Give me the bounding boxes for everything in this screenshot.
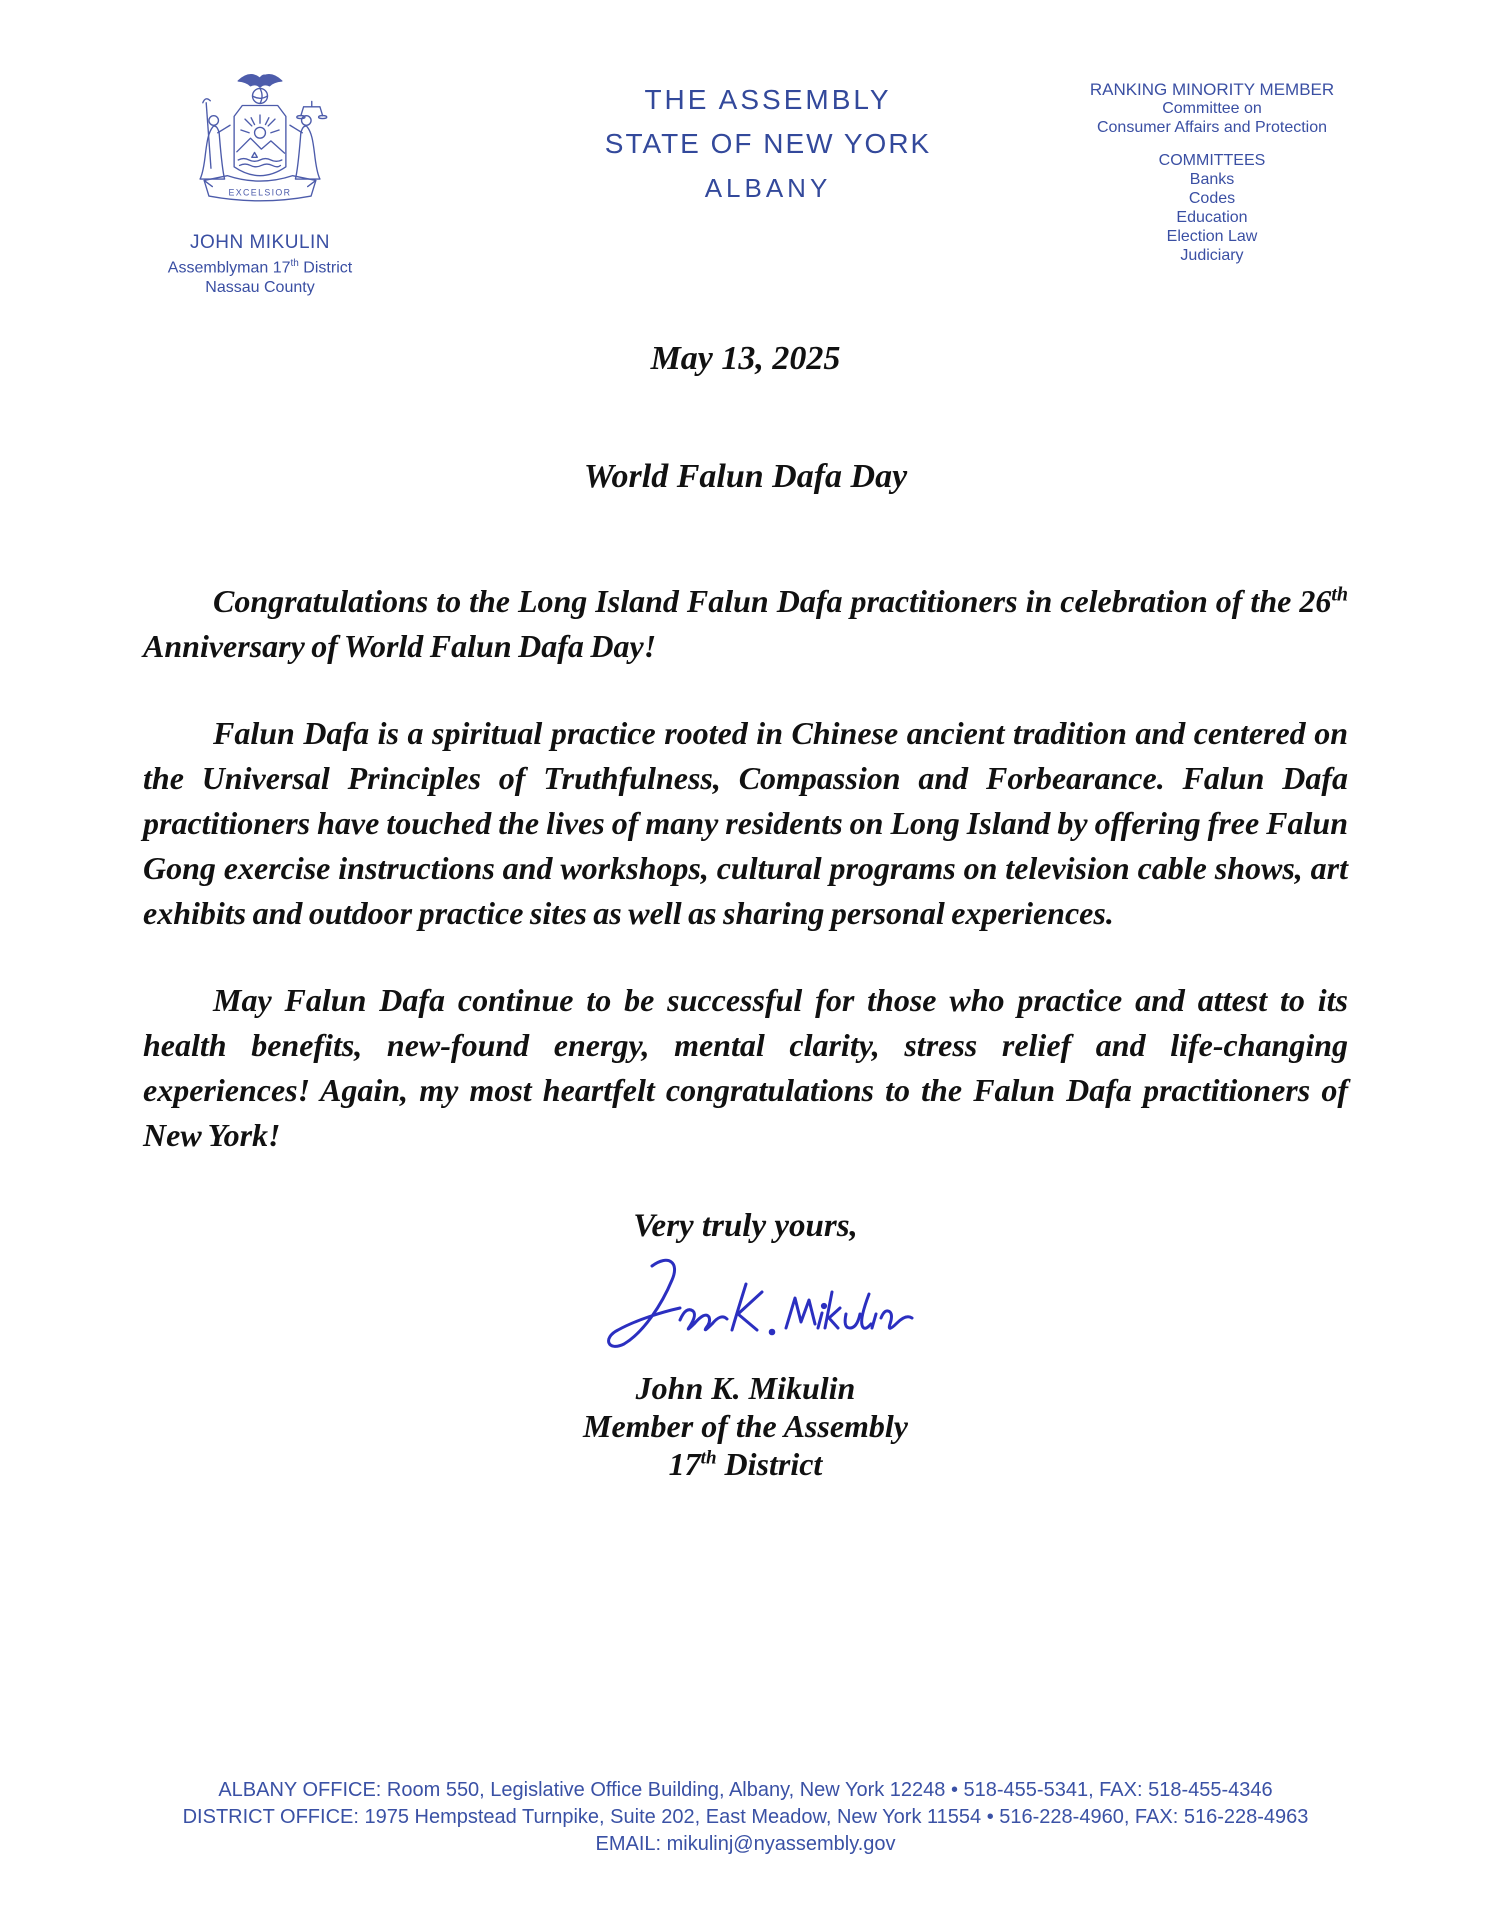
ranking-minority-member-title: RANKING MINORITY MEMBER (1089, 80, 1335, 99)
seal-motto: EXCELSIOR (228, 187, 292, 198)
footer-district-office: DISTRICT OFFICE: 1975 Hempstead Turnpike, Suite 202, East Meadow, New York 11554 • 516-228-4960, FAX: 516-228-4963 (182, 1806, 1309, 1828)
signature-image (576, 1250, 916, 1362)
ranking-committee-line2: Consumer Affairs and Protection (1096, 119, 1328, 136)
member-title: Assemblyman 17th District (167, 258, 353, 277)
ranking-committee-line1: Committee on (1162, 100, 1262, 117)
committee-item: Codes (1188, 190, 1236, 207)
letter-body (143, 0, 1348, 1483)
committee-item: Banks (1189, 171, 1235, 188)
footer (0, 1777, 1491, 1858)
letter-date: May 13, 2025 (650, 340, 841, 377)
member-county: Nassau County (205, 279, 315, 297)
signature-wrap (576, 1250, 916, 1367)
closing-salutation: Very truly yours, (633, 1208, 858, 1244)
city-title: ALBANY (704, 173, 832, 203)
letter-subject: World Falun Dafa Day (583, 458, 908, 495)
committee-item: Judiciary (1180, 247, 1244, 264)
footer-email: EMAIL: mikulinj@nyassembly.gov (595, 1833, 896, 1855)
member-name: JOHN MIKULIN (189, 232, 331, 253)
committees-header: COMMITTEES (1158, 152, 1266, 169)
signatory-name: John K. Mikulin (635, 1370, 856, 1406)
committee-item: Election Law (1166, 228, 1258, 245)
signatory-title: Member of the Assembly (583, 1408, 908, 1444)
paragraph-3: May Falun Dafa continue to be successful for those who practice and attest to its health benefits, new-found energy, mental clarity, stress relief and life-changing experiences! Again, my most heartfelt congratulations to the Falun Dafa practitioners of New York! (143, 982, 1348, 1153)
committee-item: Education (1176, 209, 1248, 226)
assembly-title: THE ASSEMBLY (644, 84, 892, 115)
paragraph-2: Falun Dafa is a spiritual practice rooted in Chinese ancient tradition and centered on the Universal Principles of Truthfulness, Compassion and Forbearance. Falun Dafa practitioners have touched the lives of many residents on Long Island by offering free Falun Gong exercise instructions and workshops, cultural programs on television cable shows, art exhibits and outdoor practice sites as well as sharing personal experiences. (143, 715, 1348, 931)
signature-block (143, 1369, 1348, 1483)
paragraph-1: Congratulations to the Long Island Falun Dafa practitioners in celebration of the 26th Anniversary of World Falun Dafa Day! (143, 583, 1348, 664)
signatory-district: 17th District (668, 1446, 823, 1482)
state-title: STATE OF NEW YORK (604, 128, 932, 159)
footer-albany-office: ALBANY OFFICE: Room 550, Legislative Office Building, Albany, New York 12248 • 518-455-5341, FAX: 518-455-4346 (218, 1779, 1273, 1801)
